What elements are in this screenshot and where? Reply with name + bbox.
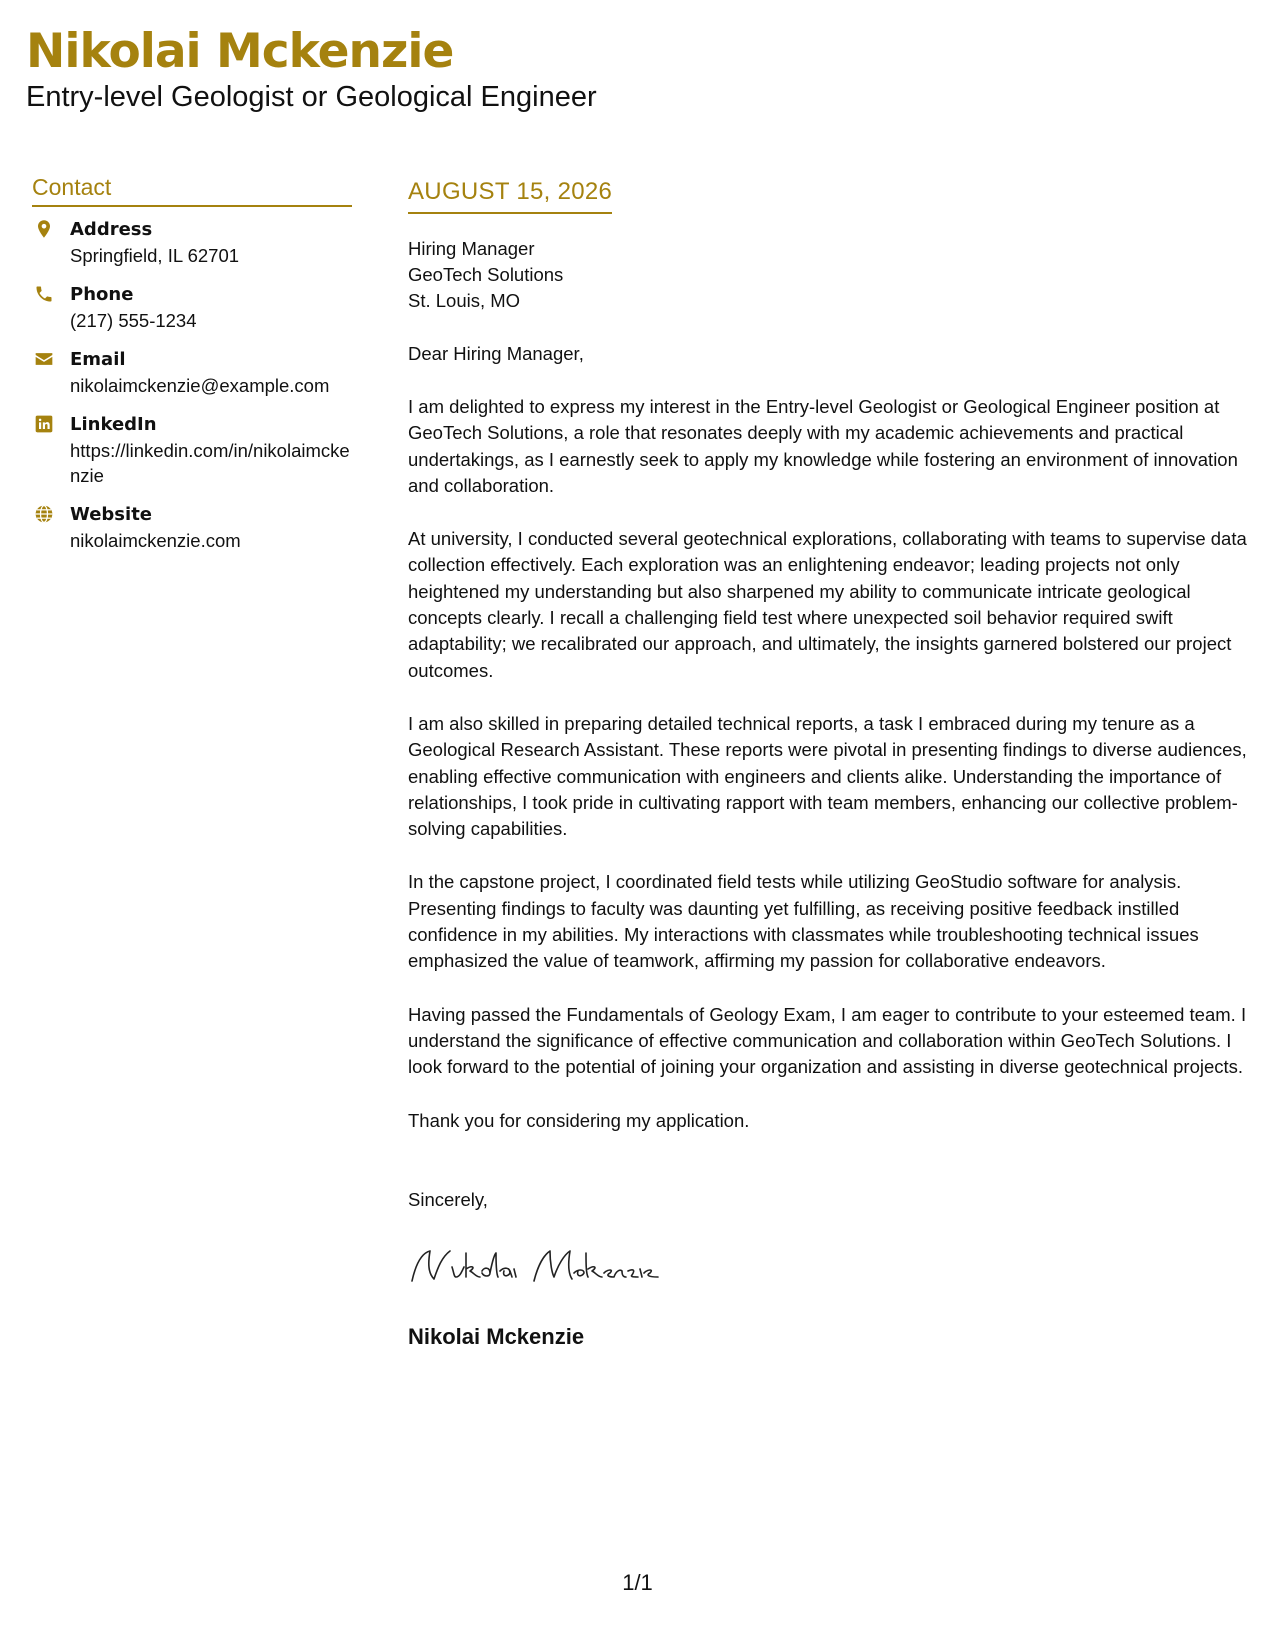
contact-linkedin (32, 412, 352, 488)
body-paragraph: I am delighted to express my interest in the Entry-level Geologist or Geological Engineer position at GeoTech Solutions, a role that resonates deeply with my academic achievements and practical undertakings, as I earnestly seek to apply my knowledge while fostering an environment of innovation and collaboration. (408, 396, 1238, 496)
map-pin-icon (34, 219, 54, 239)
body-paragraph: At university, I conducted several geotechnical explorations, collaborating with teams to supervise data collection effectively. Each exploration was an enlightening endeavor; leading projects not only heightened my understanding but also sharpened my ability to communicate intricate geological concepts clearly. I recall a challenging field test where unexpected soil behavior required swift adaptability; we recalibrated our approach, and ultimately, the insights garnered bolstered our project outcomes. (408, 528, 1247, 681)
phone-icon (34, 284, 54, 304)
closing: Sincerely, (408, 1188, 488, 1210)
contact-label: Address (70, 219, 153, 240)
contact-section-title: Contact (32, 174, 352, 207)
contact-value[interactable]: https://linkedin.com/in/nikolaimckenzie (70, 440, 350, 486)
salutation: Dear Hiring Manager, (408, 343, 584, 364)
contact-label: Website (70, 504, 153, 525)
cover-letter (408, 178, 1248, 1350)
applicant-name: Nikolai Mckenzie (26, 24, 454, 79)
contact-email (32, 347, 352, 398)
linkedin-icon (34, 414, 54, 434)
body-paragraph: Having passed the Fundamentals of Geology Exam, I am eager to contribute to your esteemed team. I understand the significance of effective communication and collaboration within GeoTech Solutions. I look forward to the potential of joining your organization and assisting in diverse geotechnical projects. (408, 1003, 1247, 1078)
handwritten-signature (408, 1243, 678, 1291)
contact-value: Springfield, IL 62701 (70, 245, 240, 266)
contact-label: Phone (70, 284, 134, 305)
envelope-icon (34, 349, 54, 369)
signer-name: Nikolai Mckenzie (408, 1323, 585, 1349)
resume-header (26, 22, 597, 114)
recipient-line: GeoTech Solutions (408, 264, 564, 285)
page-number: 1/1 (622, 1570, 653, 1595)
body-paragraph: In the capstone project, I coordinated field tests while utilizing GeoStudio software for analysis. Presenting findings to faculty was daunting yet fulfilling, as receiving positive feedback instilled confidence in my abilities. My interactions with classmates while troubleshooting technical issues emphasized the value of teamwork, affirming my passion for collaborative endeavors. (408, 871, 1199, 972)
contact-address (32, 217, 352, 268)
letter-date: AUGUST 15, 2026 (408, 178, 612, 214)
recipient-line: Hiring Manager (408, 238, 535, 259)
recipient-block (408, 236, 1248, 314)
body-paragraph: Thank you for considering my application. (408, 1109, 750, 1131)
contact-label: LinkedIn (70, 414, 157, 435)
contact-phone (32, 282, 352, 333)
contact-website (32, 502, 352, 553)
job-title: Entry-level Geologist or Geological Engineer (26, 81, 597, 113)
recipient-line: St. Louis, MO (408, 290, 521, 311)
body-paragraph: I am also skilled in preparing detailed technical reports, a task I embraced during my tenure as a Geological Research Assistant. These reports were pivotal in presenting findings to diverse audiences, enabling effective communication with engineers and clients alike. Understanding the importance of relationships, I took pride in cultivating rapport with team members, enhancing our collective problem-solving capabilities. (408, 712, 1247, 840)
globe-icon (34, 504, 54, 524)
contact-sidebar (32, 174, 352, 567)
contact-label: Email (70, 349, 126, 370)
contact-value: nikolaimckenzie@example.com (70, 375, 330, 396)
contact-value[interactable]: nikolaimckenzie.com (70, 530, 241, 551)
contact-value: (217) 555-1234 (70, 310, 197, 331)
